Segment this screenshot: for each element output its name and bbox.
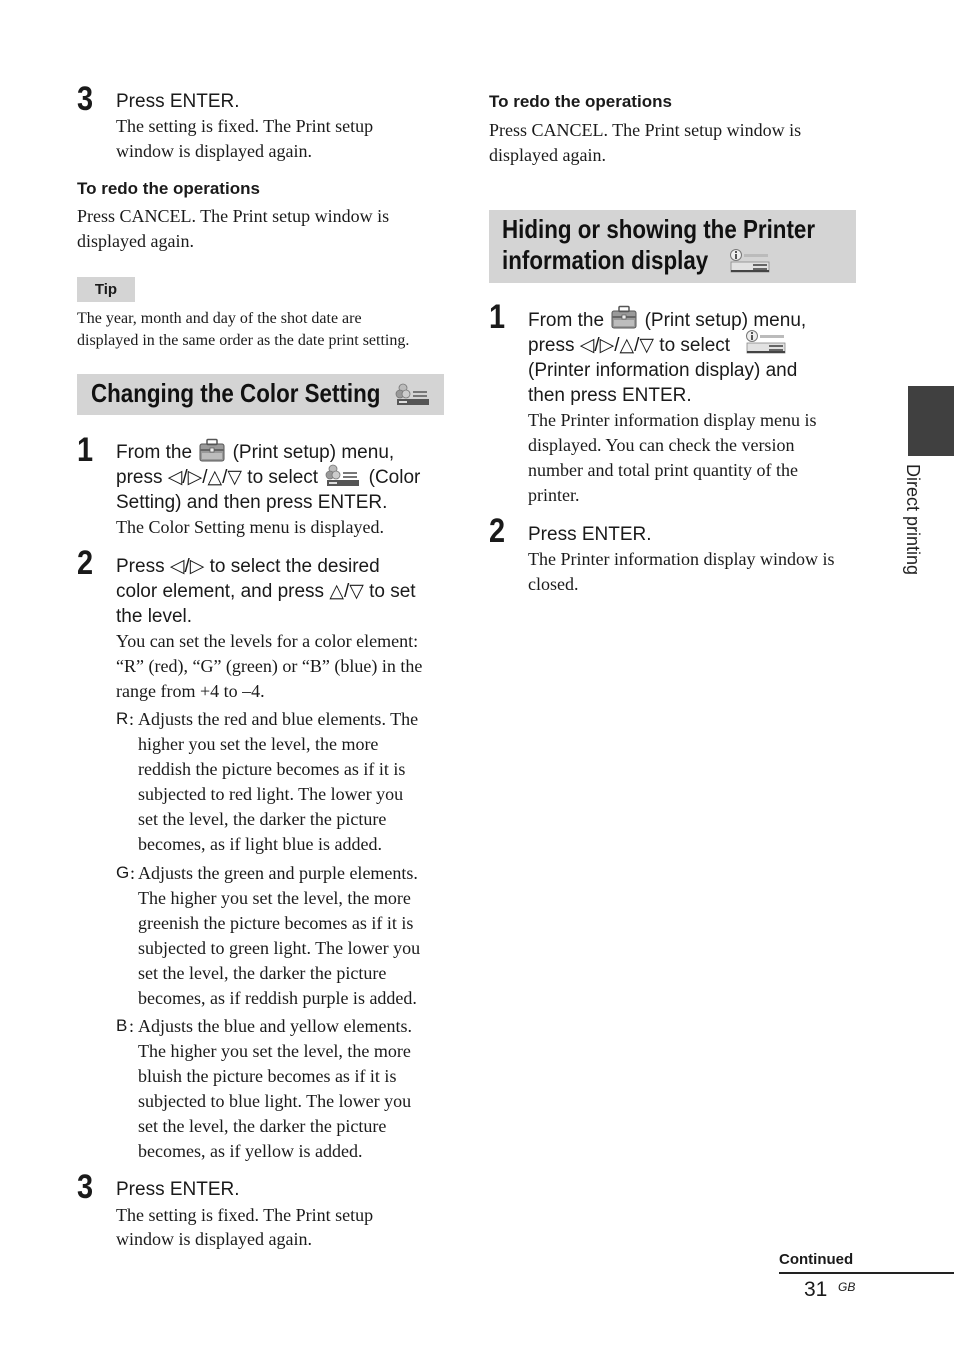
continued-label: Continued <box>779 1251 854 1268</box>
step-body-line: The setting is fixed. The Print setup <box>116 116 374 136</box>
section-header-printer-info <box>489 210 856 283</box>
step-body-line: printer. <box>528 485 580 505</box>
printer-info-icon <box>729 248 771 274</box>
redo-text-line: displayed again. <box>77 231 194 251</box>
step-title-line: (Printer information display) and <box>528 360 798 381</box>
section-title: Changing the Color Setting <box>91 378 381 408</box>
step-title-text: From the <box>528 310 605 331</box>
printer-info-icon <box>745 329 787 355</box>
step-body-line: closed. <box>528 574 579 594</box>
step-title: Press ENTER. <box>528 524 652 545</box>
redo-text-line: Press CANCEL. The Print setup window is <box>489 120 802 140</box>
step-body-line: window is displayed again. <box>116 141 312 161</box>
definition-colon: : <box>129 1016 135 1036</box>
definition-key: R <box>116 709 129 728</box>
definition-line: becomes, as if reddish purple is added. <box>138 988 417 1008</box>
step-title: Press ENTER. <box>116 91 240 112</box>
step-title-line <box>116 440 394 465</box>
color-setting-icon <box>395 382 431 406</box>
definition-colon: : <box>130 863 136 883</box>
page-number: 31 <box>804 1278 828 1301</box>
step-number: 3 <box>77 1168 94 1206</box>
definition-line: becomes, as if yellow is added. <box>138 1141 363 1161</box>
section-title-line: Hiding or showing the Printer <box>502 214 816 244</box>
definition-line: The higher you set the level, the more <box>138 1041 411 1061</box>
section-header-color-setting <box>77 374 444 415</box>
definition-line: subjected to red light. The lower you <box>138 784 404 804</box>
definition-line: Adjusts the green and purple elements. <box>138 863 418 883</box>
definition-line: greenish the picture becomes as if it is <box>138 913 414 933</box>
definition-line: bluish the picture becomes as if it is <box>138 1066 397 1086</box>
color-setting-icon <box>325 463 361 487</box>
step-body-line: window is displayed again. <box>116 1229 312 1249</box>
step-title-text: press ◁/▷/△/▽ to select <box>116 467 319 488</box>
side-tab-marker <box>908 386 954 456</box>
step-title-text: (Print setup) menu, <box>232 442 395 463</box>
definition-line: Adjusts the red and blue elements. The <box>138 709 419 729</box>
step-number: 2 <box>77 544 94 582</box>
toolbox-icon <box>199 438 225 462</box>
step-title-line: Setting) and then press ENTER. <box>116 492 388 513</box>
step-number: 1 <box>489 298 506 336</box>
step-title: Press ENTER. <box>116 1179 240 1200</box>
redo-heading: To redo the operations <box>489 92 672 111</box>
step-title-text: (Print setup) menu, <box>644 310 807 331</box>
definition-line: set the level, the darker the picture <box>138 1116 387 1136</box>
step-body-line: The Printer information display window is <box>528 549 835 569</box>
step-body-line: The Color Setting menu is displayed. <box>116 517 384 537</box>
step-title-line: color element, and press △/▽ to set <box>116 581 416 602</box>
step-number: 1 <box>77 431 94 469</box>
definition-key: B <box>116 1016 128 1035</box>
region-code: GB <box>838 1280 856 1294</box>
definition-line: subjected to green light. The lower you <box>138 938 421 958</box>
footer-rule <box>779 1272 954 1274</box>
definition-line: higher you set the level, the more <box>138 734 379 754</box>
side-tab-label: Direct printing <box>903 464 923 576</box>
step-body-line: You can set the levels for a color element: <box>116 631 419 651</box>
definition-line: subjected to blue light. The lower you <box>138 1091 412 1111</box>
redo-heading: To redo the operations <box>77 179 260 198</box>
step-body-line: The Printer information display menu is <box>528 410 817 430</box>
step-title-line: Press ◁/▷ to select the desired <box>116 556 380 577</box>
step-body-line: The setting is fixed. The Print setup <box>116 1205 374 1225</box>
step-title-line <box>528 333 787 358</box>
toolbox-icon <box>611 305 637 329</box>
definition-line: becomes, as if light blue is added. <box>138 834 382 854</box>
tip-text-line: displayed in the same order as the date print setting. <box>77 332 410 349</box>
definition-line: Adjusts the blue and yellow elements. <box>138 1016 412 1036</box>
section-title-line: information display <box>502 245 709 275</box>
step-title-text: From the <box>116 442 193 463</box>
step-body-line: displayed. You can check the version <box>528 435 795 455</box>
step-title-text: (Color <box>368 467 421 488</box>
definition-line: set the level, the darker the picture <box>138 963 387 983</box>
step-body-line: range from +4 to –4. <box>116 681 265 701</box>
step-title-line <box>116 465 420 490</box>
step-body-line: “R” (red), “G” (green) or “B” (blue) in the <box>116 656 423 676</box>
definition-colon: : <box>129 709 135 729</box>
definition-line: reddish the picture becomes as if it is <box>138 759 406 779</box>
step-title-text: press ◁/▷/△/▽ to select <box>528 335 731 356</box>
tip-text-line: The year, month and day of the shot date are <box>77 310 362 327</box>
step-title-line: the level. <box>116 606 193 627</box>
definition-line: set the level, the darker the picture <box>138 809 387 829</box>
redo-text-line: displayed again. <box>489 145 606 165</box>
step-number: 2 <box>489 512 506 550</box>
step-title-line: then press ENTER. <box>528 385 692 406</box>
tip-badge: Tip <box>77 277 135 302</box>
redo-text-line: Press CANCEL. The Print setup window is <box>77 206 390 226</box>
step-number: 3 <box>77 80 94 118</box>
definition-line: The higher you set the level, the more <box>138 888 411 908</box>
definition-key: G <box>116 863 130 882</box>
step-body-line: number and total print quantity of the <box>528 460 798 480</box>
